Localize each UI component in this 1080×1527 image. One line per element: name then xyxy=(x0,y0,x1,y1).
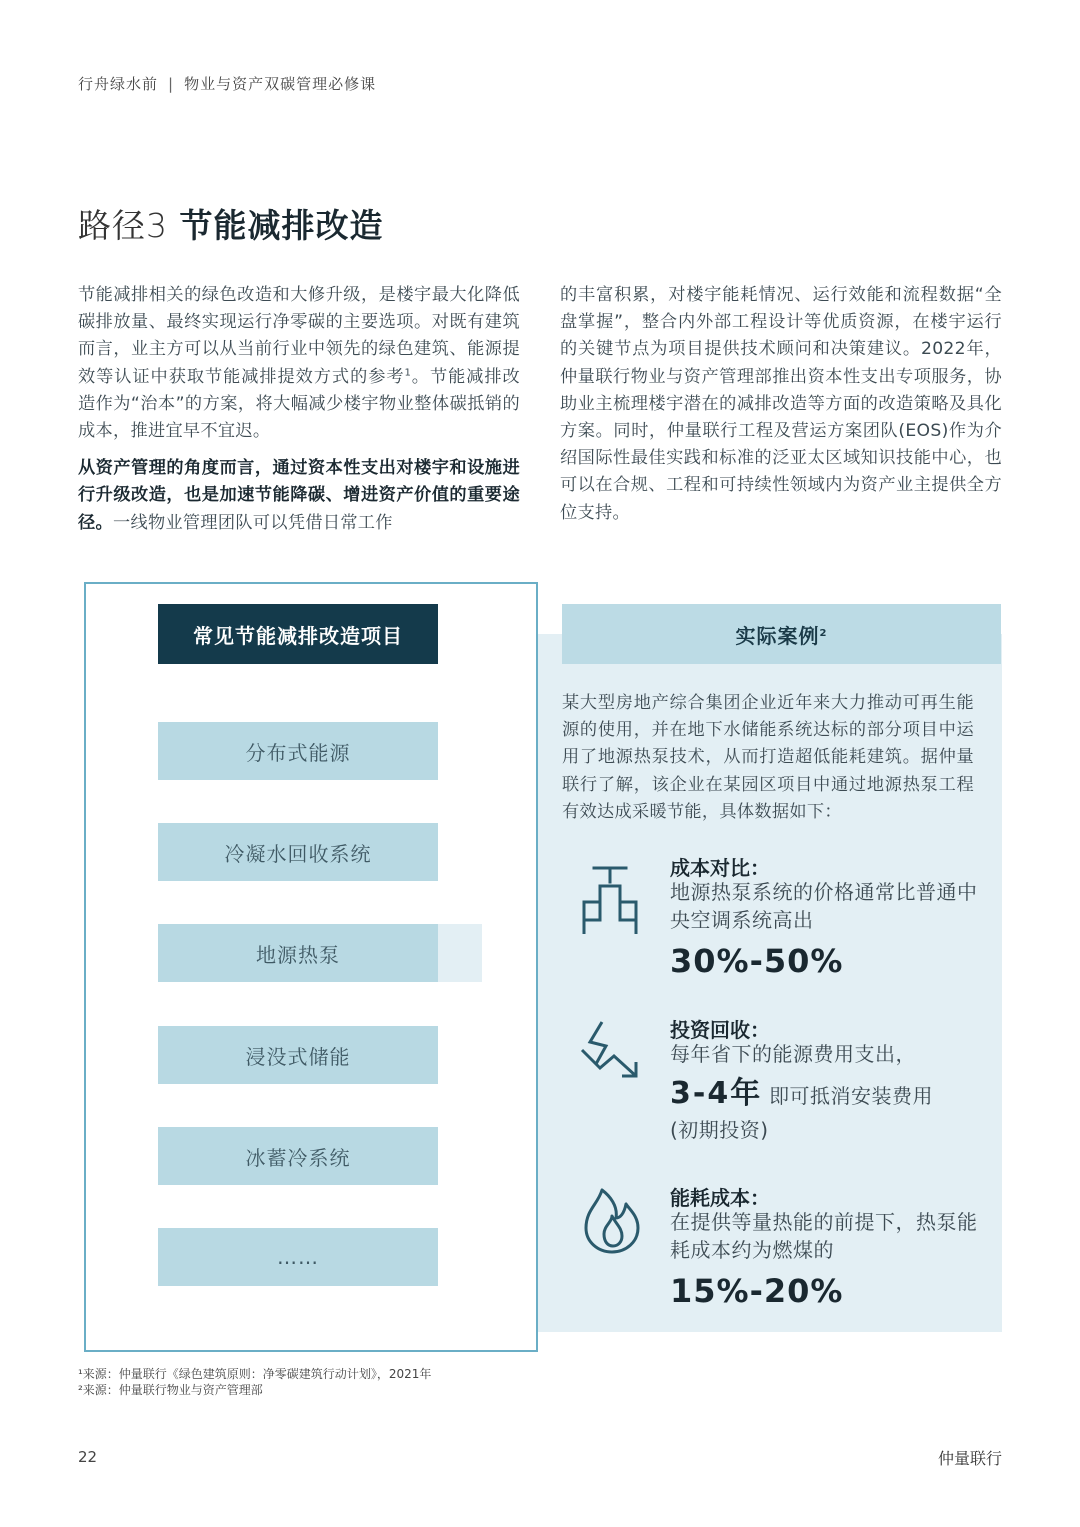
intro-paragraph-1 xyxy=(78,282,520,445)
stat-payback-desc: 每年省下的能源费用支出， xyxy=(670,1042,916,1066)
page-number: 22 xyxy=(78,1448,98,1466)
header-right: 物业与资产双碳管理必修课 xyxy=(184,75,377,93)
project-item: 冷凝水回收系统 xyxy=(158,823,438,881)
intro-p2-bold: 从资产管理的角度而言，通过资本性支出对楼宇和设施进行升级改造，也是加速节能降碳、增进资产价值的重要途径。 xyxy=(78,458,520,533)
footnotes xyxy=(78,1366,431,1398)
stat-cost-desc: 地源热泵系统的价格通常比普通中央空调系统高出 xyxy=(670,880,978,932)
intro-p1-text: 节能减排相关的绿色改造和大修升级，是楼宇最大化降低碳排放量、最终实现运行净零碳的主要选项。对既有建筑而言，业主方可以从当前行业中领先的绿色建筑、能源提效等认证中获取节能减排提效方式的参考 xyxy=(78,285,520,387)
intro-paragraph-3: 的丰富积累，对楼宇能耗情况、运行效能和流程数据“全盘掌握”，整合内外部工程设计等优质资源，在楼宇运行的关键节点为项目提供技术顾问和决策建议。2022年，仲量联行物业与资产管理部推出资本性支出专项服务，协助业主梳理楼宇潜在的减排改造等方面的改造策略及具化方案。同时，仲量联行工程及营运方案团队(EOS)作为介绍国际性最佳实践和标准的泛亚太区域知识技能中心，也可以在合规、工程和可持续性领域内为资产业主提供全方位支持。 xyxy=(560,285,1002,523)
header-left: 行舟绿水前 xyxy=(78,75,159,93)
page-title xyxy=(78,200,384,247)
stat-payback-suffix: 即可抵消安装费用 xyxy=(769,1084,934,1108)
project-item: …… xyxy=(158,1228,438,1286)
stat-energy-title: 能耗成本： xyxy=(670,1186,770,1210)
title-main: 节能减排改造 xyxy=(179,206,384,245)
stat-payback-value: 3-4年 xyxy=(670,1076,763,1111)
lightning-arrow-icon xyxy=(578,1018,642,1088)
footnote-ref-1: 1 xyxy=(404,366,412,378)
projects-title: 常见节能减排改造项目 xyxy=(158,604,438,664)
panel-connector xyxy=(438,924,482,982)
stat-payback-note: (初期投资) xyxy=(670,1118,769,1142)
stat-payback-value-line xyxy=(670,1076,985,1111)
running-header xyxy=(78,73,376,94)
case-title: 实际案例 2 xyxy=(562,604,1001,664)
footnote-2: ²来源：仲量联行物业与资产管理部 xyxy=(78,1383,263,1397)
project-item: 分布式能源 xyxy=(158,722,438,780)
flame-icon xyxy=(580,1186,644,1256)
case-title-text: 实际案例 xyxy=(735,623,820,648)
footnote-1: ¹来源：仲量联行《绿色建筑原则：净零碳建筑行动计划》，2021年 xyxy=(78,1367,432,1381)
stat-energy-value: 15%-20% xyxy=(670,1272,844,1310)
project-item: 浸没式储能 xyxy=(158,1026,438,1084)
stat-cost-title: 成本对比： xyxy=(670,856,770,880)
project-item-highlighted: 地源热泵 xyxy=(158,924,438,982)
intro-left-column xyxy=(78,282,520,547)
stat-cost-value: 30%-50% xyxy=(670,942,844,980)
brand-name: 仲量联行 xyxy=(937,1449,1002,1468)
stat-payback-title: 投资回收： xyxy=(670,1018,770,1042)
title-prefix: 路径3 xyxy=(78,206,168,245)
case-intro: 某大型房地产综合集团企业近年来大力推动可再生能源的使用，并在地下水储能系统达标的部分项目中运用了地源热泵技术，从而打造超低能耗建筑。据仲量联行了解，该企业在某园区项目中通过地源热泵工程有效达成采暖节能，具体数据如下： xyxy=(562,693,974,822)
stat-energy-desc: 在提供等量热能的前提下，热泵能耗成本约为燃煤的 xyxy=(670,1210,978,1262)
intro-paragraph-2 xyxy=(78,455,520,537)
intro-right-column xyxy=(560,282,1002,537)
intro-p1-end: 。节能减排改造作为“治本”的方案，将大幅减少楼宇物业整体碳抵销的成本，推进宜早不宜迟。 xyxy=(78,366,520,442)
header-separator: | xyxy=(168,75,175,93)
pipe-valve-icon xyxy=(578,864,642,934)
project-item: 冰蓄冷系统 xyxy=(158,1127,438,1185)
intro-p2-rest: 一线物业管理团队可以凭借日常工作 xyxy=(112,512,393,533)
